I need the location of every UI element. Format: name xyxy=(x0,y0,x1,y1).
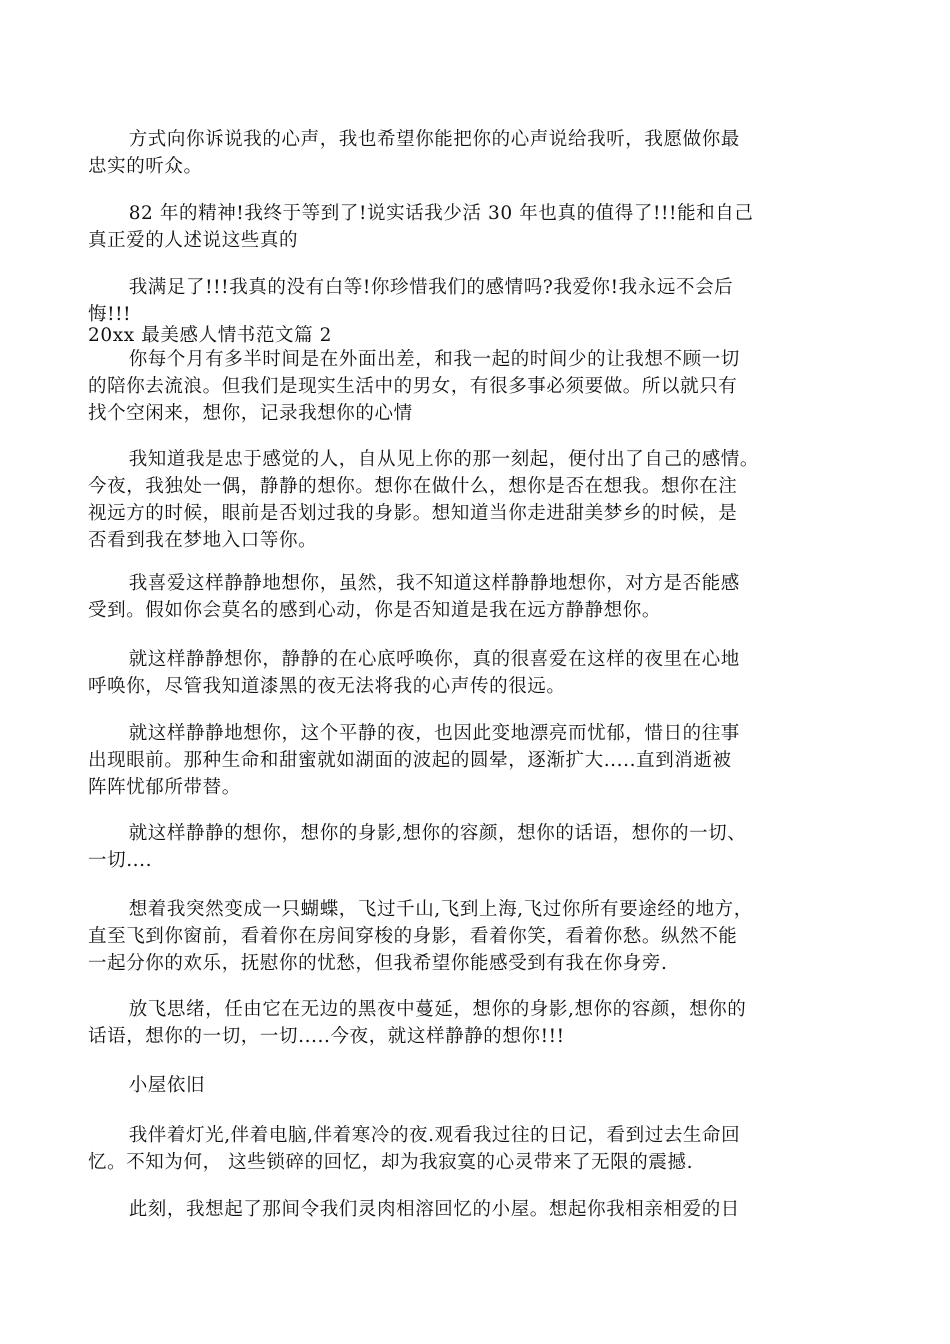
section-heading-text: 20xx 最美感人情书范文篇 2 xyxy=(88,325,333,346)
text-line: 放飞思绪，任由它在无边的黑夜中蔓延，想你的身影,想你的容颜，想你的 xyxy=(128,999,747,1020)
text-line: 阵阵忧郁所带替。 xyxy=(88,777,241,798)
text-line: 直至飞到你窗前，看着你在房间穿梭的身影，看着你笑，看着你愁。纵然不能 xyxy=(88,926,738,947)
text-line: 忠实的听众。 xyxy=(88,156,203,177)
text-line: 忆。不知为何， 这些锁碎的回忆，却为我寂寞的心灵带来了无限的震撼. xyxy=(88,1152,694,1173)
text-line: 小屋依旧 xyxy=(128,1075,206,1096)
paragraph-your-image xyxy=(88,820,863,874)
paragraph-lamplight xyxy=(88,1122,863,1176)
text-line: 视远方的时候，眼前是否划过我的身影。想知道当你走进甜美梦乡的时候，是 xyxy=(88,503,738,524)
text-line: 此刻，我想起了那间令我们灵肉相溶回忆的小屋。想起你我相亲相爱的日 xyxy=(128,1199,740,1220)
text-line: 话语，想你的一切，一切.....今夜，就这样静静的想你!!! xyxy=(88,1026,565,1047)
text-line: 我伴着灯光,伴着电脑,伴着寒冷的夜.观看我过往的日记，看到过去生命回 xyxy=(128,1125,741,1146)
text-line: 方式向你诉说我的心声，我也希望你能把你的心声说给我听，我愿做你最 xyxy=(128,129,740,150)
paragraph-82-years xyxy=(88,200,863,254)
paragraph-intro-voice xyxy=(88,126,863,180)
paragraph-business-trip xyxy=(88,346,863,427)
section-heading xyxy=(88,322,863,349)
paragraph-calling-you xyxy=(88,646,863,700)
paragraph-butterfly xyxy=(88,896,863,977)
paragraph-quietly-thinking xyxy=(88,570,863,624)
text-line: 一切.... xyxy=(88,850,153,871)
text-line: 就这样静静地想你，这个平静的夜，也因此变地漂亮而忧郁，惜日的往事 xyxy=(128,723,740,744)
text-line: 出现眼前。那种生命和甜蜜就如湖面的波起的圆晕，逐渐扩大.....直到消逝被 xyxy=(88,750,732,771)
text-line: 想着我突然变成一只蝴蝶，飞过千山,飞到上海,飞过你所有要途经的地方， xyxy=(128,899,753,920)
text-line: 否看到我在梦地入口等你。 xyxy=(88,530,318,551)
paragraph-loyal-to-feelings xyxy=(88,446,863,554)
text-line: 找个空闲来，想你，记录我想你的心情 xyxy=(88,403,413,424)
text-line: 受到。假如你会莫名的感到心动，你是否知道是我在远方静静想你。 xyxy=(88,600,662,621)
text-line: 我喜爱这样静静地想你，虽然，我不知道这样静静地想你，对方是否能感 xyxy=(128,573,740,594)
text-line: 你每个月有多半时间是在外面出差，和我一起的时间少的让我想不顾一切 xyxy=(128,349,740,370)
paragraph-this-moment xyxy=(88,1196,863,1223)
text-line: 真正爱的人述说这些真的 xyxy=(88,230,299,251)
text-line: 我知道我是忠于感觉的人，自从见上你的那一刻起，便付出了自己的感情。 xyxy=(128,449,759,470)
text-line: 就这样静静想你，静静的在心底呼唤你，真的很喜爱在这样的夜里在心地 xyxy=(128,649,740,670)
paragraph-satisfied xyxy=(88,274,863,328)
text-line: 我满足了!!!我真的没有白等!你珍惜我们的感情吗?我爱你!我永远不会后 xyxy=(128,277,734,298)
text-line: 82 年的精神!我终于等到了!说实话我少活 30 年也真的值得了!!!能和自己 xyxy=(128,203,754,224)
text-line: 的陪你去流浪。但我们是现实生活中的男女，有很多事必须要做。所以就只有 xyxy=(88,376,738,397)
text-line: 呼唤你，尽管我知道漆黑的夜无法将我的心声传的很远。 xyxy=(88,676,566,697)
text-line: 悔!!! xyxy=(88,304,132,325)
text-line: 就这样静静的想你，想你的身影,想你的容颜，想你的话语，想你的一切、 xyxy=(128,823,747,844)
subheading-little-house xyxy=(88,1072,863,1099)
paragraph-free-thoughts xyxy=(88,996,863,1050)
paragraph-calm-night xyxy=(88,720,863,801)
text-line: 一起分你的欢乐，抚慰你的忧愁，但我希望你能感受到有我在你身旁. xyxy=(88,953,668,974)
text-line: 今夜，我独处一偶，静静的想你。想你在做什么，想你是否在想我。想你在注 xyxy=(88,476,738,497)
